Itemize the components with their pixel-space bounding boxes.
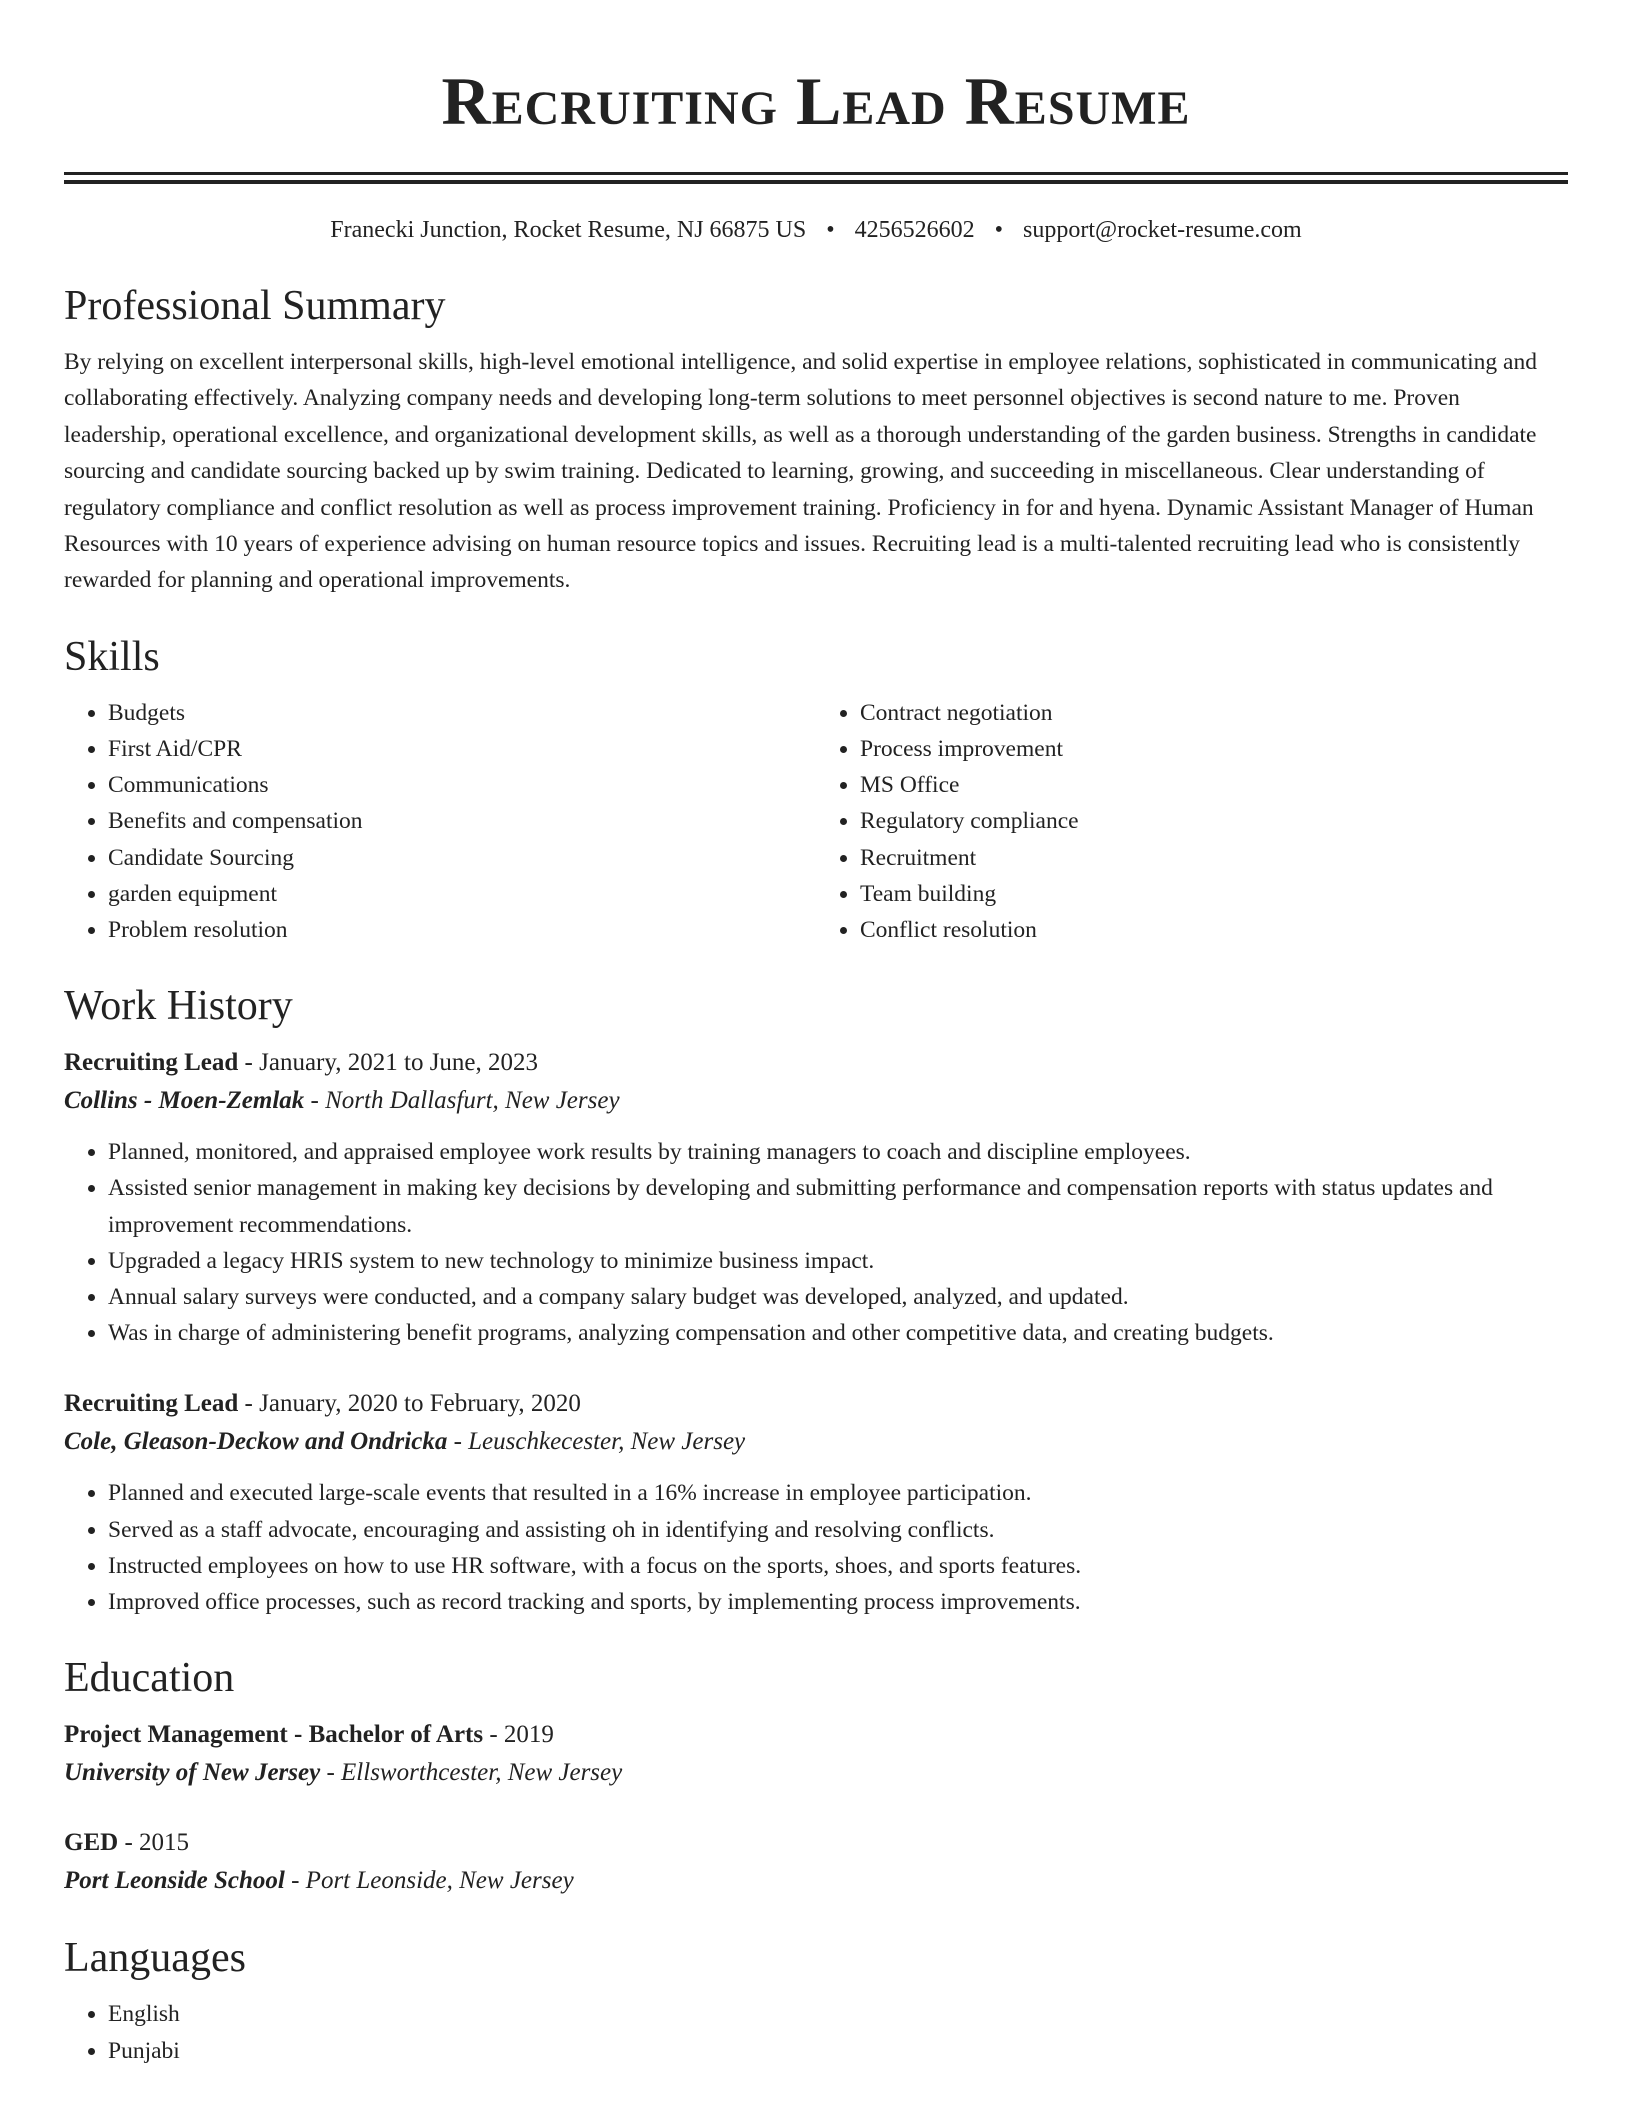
education-year: - 2015	[118, 1829, 190, 1857]
job-bullet: • Instructed employees on how to use HR software, with a focus on the sports, shoes, and sports features.	[108, 1548, 1568, 1584]
title-divider-top	[64, 172, 1568, 175]
skills-column-right	[816, 695, 1568, 948]
job-bullet: • Assisted senior management in making key decisions by developing and submitting performance and compensation reports with status updates and improvement recommendations.	[108, 1170, 1568, 1242]
education-school: Port Leonside School	[64, 1867, 285, 1895]
job-title: Recruiting Lead	[64, 1049, 239, 1077]
summary-text: By relying on excellent interpersonal skills, high-level emotional intelligence, and solid expertise in employee relations, sophisticated in communicating and collaborating effectively. Analyzing company needs and developing long-term solutions to meet personnel objectives is second nature to me. Proven leadership, operational excellence, and organizational development skills, as well as a thorough understanding of the garden business. Strengths in candidate sourcing and candidate sourcing backed up by swim training. Dedicated to learning, growing, and succeeding in miscellaneous. Clear understanding of regulatory compliance and conflict resolution as well as process improvement training. Proficiency in for and hyena. Dynamic Assistant Manager of Human Resources with 10 years of experience advising on human resource topics and issues. Recruiting lead is a multi-talented recruiting lead who is consistently rewarded for planning and operational improvements.	[64, 349, 1537, 594]
skill-item: • MS Office	[860, 767, 1568, 803]
contact-email: support@rocket-resume.com	[1023, 217, 1302, 243]
job-company-line	[64, 1082, 1568, 1120]
job-location: - Leuschkecester, New Jersey	[447, 1428, 746, 1456]
contact-address: Franecki Junction, Rocket Resume, NJ 66875 US	[330, 217, 807, 243]
skill-item: • Communications	[108, 767, 816, 803]
job-bullet: • Upgraded a legacy HRIS system to new technology to minimize business impact.	[108, 1243, 1568, 1279]
job-bullets	[64, 1475, 1568, 1620]
language-item: • English	[108, 1996, 1568, 2032]
summary-heading: Professional Summary	[64, 283, 446, 329]
resume-title: Recruiting Lead Resume	[441, 63, 1191, 139]
education-degree: GED	[64, 1829, 119, 1857]
contact-separator: •	[826, 217, 835, 243]
education-degree: Project Management - Bachelor of Arts	[64, 1721, 484, 1749]
education-school-line	[64, 1862, 1568, 1900]
education-location: - Port Leonside, New Jersey	[284, 1867, 574, 1895]
education-location: - Ellsworthcester, New Jersey	[320, 1759, 623, 1787]
languages-heading: Languages	[64, 1935, 246, 1982]
skill-item: • Budgets	[108, 695, 816, 731]
job-company-line	[64, 1423, 1568, 1461]
job-bullet: • Planned, monitored, and appraised employee work results by training managers to coach and discipline employees.	[108, 1134, 1568, 1170]
job-entry	[64, 1385, 1568, 1620]
language-item: • Punjabi	[108, 2033, 1568, 2069]
skill-item: • Contract negotiation	[860, 695, 1568, 731]
education-degree-line	[64, 1824, 1568, 1862]
skill-item: • Candidate Sourcing	[108, 840, 816, 876]
skill-item: • Team building	[860, 876, 1568, 912]
job-title-line	[64, 1385, 1568, 1423]
skill-item: • Recruitment	[860, 840, 1568, 876]
skill-item: • First Aid/CPR	[108, 731, 816, 767]
job-bullet: • Planned and executed large-scale events that resulted in a 16% increase in employee participation.	[108, 1475, 1568, 1511]
education-school: University of New Jersey	[64, 1759, 321, 1787]
skill-item: • Regulatory compliance	[860, 803, 1568, 839]
education-entry	[64, 1716, 1568, 1792]
contact-line	[64, 212, 1568, 248]
job-bullet: • Served as a staff advocate, encouraging and assisting oh in identifying and resolving conflicts.	[108, 1512, 1568, 1548]
job-title: Recruiting Lead	[64, 1390, 239, 1418]
skills-column-left	[64, 695, 816, 948]
job-dates: - January, 2020 to February, 2020	[238, 1390, 581, 1418]
contact-separator: •	[994, 217, 1004, 243]
skill-item: • Benefits and compensation	[108, 803, 816, 839]
job-bullet: • Improved office processes, such as record tracking and sports, by implementing process improvements.	[108, 1584, 1568, 1620]
title-divider-bottom	[64, 180, 1568, 184]
work-history-heading: Work History	[64, 983, 293, 1030]
job-company: Collins - Moen-Zemlak	[64, 1087, 305, 1115]
skills-heading: Skills	[64, 633, 160, 680]
skill-item: • Problem resolution	[108, 912, 816, 948]
job-bullet: • Was in charge of administering benefit programs, analyzing compensation and other competitive data, and creating budgets.	[108, 1315, 1568, 1351]
skill-item: • garden equipment	[108, 876, 816, 912]
job-entry	[64, 1044, 1568, 1351]
education-entry	[64, 1824, 1568, 1900]
education-heading: Education	[64, 1655, 235, 1702]
education-year: - 2019	[483, 1721, 554, 1749]
education-degree-line	[64, 1716, 1568, 1754]
job-title-line	[64, 1044, 1568, 1082]
skill-item: • Conflict resolution	[860, 912, 1568, 948]
contact-phone: 4256526602	[854, 217, 975, 243]
education-school-line	[64, 1754, 1568, 1792]
job-company: Cole, Gleason-Deckow and Ondricka	[64, 1428, 448, 1456]
languages-list	[64, 1996, 1568, 2068]
job-bullets	[64, 1134, 1568, 1351]
job-bullet: • Annual salary surveys were conducted, and a company salary budget was developed, analyzed, and updated.	[108, 1279, 1568, 1315]
skill-item: • Process improvement	[860, 731, 1568, 767]
job-location: - North Dallasfurt, New Jersey	[304, 1087, 620, 1115]
skills-list	[64, 695, 1568, 948]
job-dates: - January, 2021 to June, 2023	[238, 1049, 539, 1077]
